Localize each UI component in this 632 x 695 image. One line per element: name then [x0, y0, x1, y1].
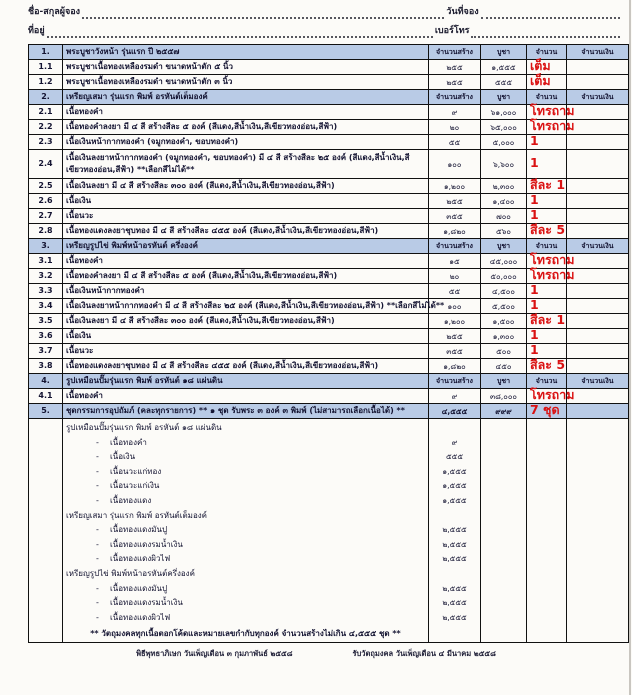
set-detail-made-value: ๒,๕๕๕ [442, 525, 467, 535]
item-number: 3.6 [29, 329, 63, 344]
handwritten-annotation: สีละ 5 [530, 222, 566, 238]
item-description: เนื้อนวะ [63, 344, 429, 359]
item-price: ๕๖๐ [481, 224, 527, 239]
handwritten-annotation: 1 [530, 133, 539, 149]
item-row [29, 150, 629, 179]
item-made-count: ๑๐๐ [429, 299, 481, 314]
item-qty-annotation-cell [527, 359, 567, 374]
item-amount-cell [567, 60, 629, 75]
phone-label: เบอร์โทร [434, 26, 470, 36]
set-detail-item-label: - เนื้อทองแดงมันปู [66, 523, 425, 538]
item-made-count: ๕๕ [429, 135, 481, 150]
item-price: ๕๕๕ [481, 75, 527, 90]
item-made-count: ๒๕๕ [429, 329, 481, 344]
item-price: ๑,๔๐๐ [481, 194, 527, 209]
section-made-value: ๔,๕๕๕ [429, 404, 481, 419]
address-fill-line [47, 23, 433, 38]
item-price: ๔๕,๐๐๐ [481, 254, 527, 269]
bullet-dash: - [96, 554, 99, 564]
handwritten-annotation: โทรถาม [530, 118, 575, 134]
handwritten-annotation: 1 [530, 282, 539, 298]
item-made-count: ๑๕ [429, 254, 481, 269]
col-header-amount: จำนวนเงิน [567, 90, 629, 105]
bullet-dash: - [96, 583, 99, 593]
handwritten-annotation: โทรถาม [530, 267, 575, 283]
item-price: ๖๕,๐๐๐ [481, 120, 527, 135]
handwritten-annotation: สีละ 1 [530, 177, 566, 193]
set-detail-row [29, 419, 629, 643]
item-description: เนื้อเงินลงยา มี ๔ สี สร้างสีละ ๓๐๐ องค์ (สีแดง,สีน้ำเงิน,สีเขียวทองอ่อน,สีฟ้า) [63, 314, 429, 329]
item-amount-cell [567, 179, 629, 194]
set-detail-footnote: ** วัตถุมงคลทุกเนื้อตอกโค้ดและหมายเลขกำกับทุกองค์ จำนวนสร้างไม่เกิน ๔,๕๕๕ ชุด ** [90, 629, 401, 639]
set-detail-item-label: - เนื้อทองแดงรมน้ำเงิน [66, 596, 425, 611]
item-made-count: ๙ [429, 389, 481, 404]
bullet-dash: - [96, 452, 99, 462]
col-header-amount: จำนวนเงิน [567, 239, 629, 254]
set-detail-index-cell [29, 419, 63, 643]
item-number: 3.1 [29, 254, 63, 269]
set-detail-price-cell [481, 419, 527, 643]
item-qty-annotation-cell [527, 150, 567, 179]
item-price: ๑,๓๐๐ [481, 329, 527, 344]
item-price: ๖,๖๐๐ [481, 150, 527, 179]
item-price: ๖๑,๐๐๐ [481, 105, 527, 120]
item-made-count: ๓๕๕ [429, 344, 481, 359]
set-detail-item-label: - เนื้อนวะแก่ทอง [66, 465, 425, 480]
handwritten-annotation: สีละ 1 [530, 312, 566, 328]
col-header-qty: จำนวน [527, 90, 567, 105]
col-header-made: จำนวนสร้าง [429, 374, 481, 389]
set-detail-made-value: ๒,๕๕๕ [442, 554, 467, 564]
item-row [29, 359, 629, 374]
item-made-count: ๓๕๕ [429, 209, 481, 224]
bullet-dash: - [96, 598, 99, 608]
col-header-price: บูชา [481, 45, 527, 60]
item-description: เนื้อทองคำลงยา มี ๔ สี สร้างสีละ ๕ องค์ (สีแดง,สีน้ำเงิน,สีเขียวทองอ่อน,สีฟ้า) [63, 269, 429, 284]
item-amount-cell [567, 150, 629, 179]
address-label: ที่อยู่ [28, 26, 45, 36]
set-detail-item-label: - เนื้อทองแดงผิวไฟ [66, 552, 425, 567]
set-detail-item-label: - เนื้อทองแดงรมน้ำเงิน [66, 538, 425, 553]
set-detail-made-value [432, 567, 477, 582]
name-label: ชื่อ-สกุลผู้จอง [28, 7, 81, 17]
date-fill-line [481, 4, 620, 19]
item-amount-cell [567, 284, 629, 299]
item-amount-cell [567, 359, 629, 374]
item-number: 2.2 [29, 120, 63, 135]
bullet-dash: - [96, 495, 99, 505]
item-number: 2.8 [29, 224, 63, 239]
item-made-count: ๒๕๕ [429, 75, 481, 90]
set-detail-item-label: - เนื้อทองคำ [66, 436, 425, 451]
item-amount-cell [567, 224, 629, 239]
bullet-dash: - [96, 539, 99, 549]
item-amount-cell [567, 105, 629, 120]
set-detail-item-label: - เนื้อทองแดงมันปู [66, 582, 425, 597]
item-price: ๓๘,๐๐๐ [481, 389, 527, 404]
col-header-made: จำนวนสร้าง [429, 239, 481, 254]
item-price: ๒,๓๐๐ [481, 179, 527, 194]
section-header-row [29, 404, 629, 419]
item-description: เนื้อทองคำ [63, 254, 429, 269]
item-number: 2.5 [29, 179, 63, 194]
handwritten-annotation: 1 [530, 297, 539, 313]
set-detail-group-title: เหรียญเสมา รุ่นแรก พิมพ์ อรหันต์เต็มองค์ [66, 510, 208, 520]
item-description: เนื้อเงิน [63, 329, 429, 344]
set-detail-item-label: - เนื้อนวะแก่เงิน [66, 479, 425, 494]
item-row [29, 75, 629, 90]
scan-edge-artifact [629, 0, 631, 695]
section-title: เหรียญเสมา รุ่นแรก พิมพ์ อรหันต์เต็มองค์ [63, 90, 429, 105]
set-detail-qty-cell [527, 419, 567, 643]
handwritten-annotation: 7 ชุด [530, 402, 560, 418]
item-row [29, 135, 629, 150]
item-description: พระบูชาเนื้อทองเหลืองรมดำ ขนาดหน้าตัก ๓ นิ้ว [63, 75, 429, 90]
item-number: 2.4 [29, 150, 63, 179]
section-number: 3. [29, 239, 63, 254]
section-number: 4. [29, 374, 63, 389]
item-description: เนื้อทองแดงลงยาชุบทอง มี ๔ สี สร้างสีละ ๔๕๕ องค์ (สีแดง,สีน้ำเงิน,สีเขียวทองอ่อน,สีฟ้า) [63, 359, 429, 374]
item-amount-cell [567, 269, 629, 284]
footer-notes [0, 648, 632, 660]
bullet-dash: - [96, 466, 99, 476]
item-number: 4.1 [29, 389, 63, 404]
item-description: เนื้อเงินลงยาหน้ากากทองคำ (จมูกทองคำ, ขอบทองคำ) มี ๔ สี สร้างสีละ ๒๕ องค์ (สีแดง,สีน้ำเงิน,สีเขียวทองอ่อน,สีฟ้า) **เลือกสีไม่ได้** [63, 150, 429, 179]
phone-fill-line [471, 23, 620, 38]
item-description: เนื้อทองคำ [63, 389, 429, 404]
item-amount-cell [567, 135, 629, 150]
item-amount-cell [567, 329, 629, 344]
set-detail-made-value [432, 421, 477, 436]
item-made-count: ๑,๘๒๐ [429, 224, 481, 239]
item-description: เนื้อทองคำ [63, 105, 429, 120]
name-fill-line [82, 4, 444, 19]
col-header-price: บูชา [481, 90, 527, 105]
item-description: เนื้อเงินลงยาหน้ากากทองคำ มี ๔ สี สร้างสีละ ๒๕ องค์ (สีแดง,สีน้ำเงิน,สีเขียวทองอ่อน,สีฟ้า) **เลือกสีไม่ได้** [63, 299, 429, 314]
handwritten-annotation: 1 [530, 207, 539, 223]
set-detail-made-value: ๑,๕๕๕ [442, 495, 467, 505]
item-amount-cell [567, 194, 629, 209]
section-qty-annotation-cell [527, 404, 567, 419]
set-detail-item-label: - เนื้อเงิน [66, 450, 425, 465]
item-qty-annotation-cell [527, 75, 567, 90]
handwritten-annotation: เต็ม [530, 58, 551, 74]
set-detail-made-value: ๒,๕๕๕ [442, 539, 467, 549]
item-price: ๕,๐๐๐ [481, 135, 527, 150]
footer-ceremony-date: พิธีพุทธาภิเษก วันเพ็ญเดือน ๓ กุมภาพันธ์ ๒๕๕๘ [136, 648, 293, 658]
item-number: 3.3 [29, 284, 63, 299]
set-detail-made-value: ๑,๕๕๕ [442, 481, 467, 491]
handwritten-annotation: โทรถาม [530, 387, 575, 403]
handwritten-annotation: เต็ม [530, 73, 551, 89]
bullet-dash: - [96, 437, 99, 447]
item-description: เนื้อเงินหน้ากากทองคำ [63, 284, 429, 299]
bullet-dash: - [96, 481, 99, 491]
date-label: วันที่จอง [446, 7, 479, 17]
set-detail-item-label: - เนื้อทองแดง [66, 494, 425, 509]
item-made-count: ๑,๒๐๐ [429, 179, 481, 194]
item-made-count: ๒๐ [429, 269, 481, 284]
item-made-count: ๑๐๐ [429, 150, 481, 179]
order-table [28, 44, 629, 643]
section-number: 1. [29, 45, 63, 60]
set-detail-group-title: รูปเหมือนปั๊มรุ่นแรก พิมพ์ อรหันต์ ๑๘ แผ่นดิน [66, 423, 222, 432]
item-qty-annotation-cell [527, 135, 567, 150]
item-description: พระบูชาเนื้อทองเหลืองรมดำ ขนาดหน้าตัก ๕ นิ้ว [63, 60, 429, 75]
col-header-qty: จำนวน [527, 45, 567, 60]
item-made-count: ๑,๘๒๐ [429, 359, 481, 374]
item-price: ๕๐๐ [481, 344, 527, 359]
item-number: 3.7 [29, 344, 63, 359]
item-price: ๑,๕๐๐ [481, 314, 527, 329]
set-detail-made-value: ๕๕๕ [445, 452, 464, 462]
item-price: ๔๕๐ [481, 359, 527, 374]
item-price: ๑,๕๕๕ [481, 60, 527, 75]
handwritten-annotation: โทรถาม [530, 252, 575, 268]
set-detail-item-label: - เนื้อทองแดงผิวไฟ [66, 611, 425, 626]
item-description: เนื้อทองคำลงยา มี ๔ สี สร้างสีละ ๕ องค์ (สีแดง,สีน้ำเงิน,สีเขียวทองอ่อน,สีฟ้า) [63, 120, 429, 135]
handwritten-annotation: โทรถาม [530, 103, 575, 119]
item-amount-cell [567, 299, 629, 314]
item-price: ๕๐,๐๐๐ [481, 269, 527, 284]
item-number: 2.6 [29, 194, 63, 209]
item-number: 1.1 [29, 60, 63, 75]
col-header-price: บูชา [481, 374, 527, 389]
set-detail-made-value: ๑,๕๕๕ [442, 466, 467, 476]
form-line-name [28, 0, 622, 19]
item-number: 1.2 [29, 75, 63, 90]
section-title: พระบูชาวังหน้า รุ่นแรก ปี ๒๕๕๗ [63, 45, 429, 60]
section-title: เหรียญรูปไข่ พิมพ์หน้าอรหันต์ ครึ่งองค์ [63, 239, 429, 254]
item-price: ๕,๕๐๐ [481, 299, 527, 314]
item-price: ๗๐๐ [481, 209, 527, 224]
set-detail-made-value: ๒,๕๕๕ [442, 612, 467, 622]
col-header-amount: จำนวนเงิน [567, 45, 629, 60]
set-detail-amount-cell [567, 419, 629, 643]
item-description: เนื้อเงินลงยา มี ๔ สี สร้างสีละ ๓๐๐ องค์ (สีแดง,สีน้ำเงิน,สีเขียวทองอ่อน,สีฟ้า) [63, 179, 429, 194]
item-number: 2.3 [29, 135, 63, 150]
item-price: ๔,๕๐๐ [481, 284, 527, 299]
handwritten-annotation: 1 [530, 342, 539, 358]
handwritten-annotation: สีละ 5 [530, 357, 566, 373]
item-row [29, 224, 629, 239]
section-title: รูปเหมือนปั๊มรุ่นแรก พิมพ์ อรหันต์ ๑๘ แผ่นดิน [63, 374, 429, 389]
item-made-count: ๕๕ [429, 284, 481, 299]
item-description: เนื้อทองแดงลงยาชุบทอง มี ๔ สี สร้างสีละ ๔๕๕ องค์ (สีแดง,สีน้ำเงิน,สีเขียวทองอ่อน,สีฟ้า) [63, 224, 429, 239]
handwritten-annotation: 1 [530, 192, 539, 208]
item-number: 2.7 [29, 209, 63, 224]
item-description: เนื้อนวะ [63, 209, 429, 224]
handwritten-annotation: 1 [530, 327, 539, 343]
item-made-count: ๒๕๕ [429, 194, 481, 209]
item-description: เนื้อเงินหน้ากากทองคำ (จมูกทองคำ, ขอบทองคำ) [63, 135, 429, 150]
set-detail-group-title: เหรียญรูปไข่ พิมพ์หน้าอรหันต์ครึ่งองค์ [66, 568, 195, 578]
set-detail-made-value: ๙ [451, 437, 458, 447]
set-detail-made-value: ๒,๕๕๕ [442, 598, 467, 608]
item-amount-cell [567, 209, 629, 224]
item-amount-cell [567, 389, 629, 404]
item-made-count: ๑,๒๐๐ [429, 314, 481, 329]
item-description: เนื้อเงิน [63, 194, 429, 209]
col-header-made: จำนวนสร้าง [429, 45, 481, 60]
col-header-price: บูชา [481, 239, 527, 254]
order-table-body [29, 45, 629, 643]
bullet-dash: - [96, 525, 99, 535]
section-title: ชุดกรรมการอุปถัมภ์ (คละทุกรายการ) ** ๑ ชุด รับพระ ๓ องค์ ๓ พิมพ์ (ไม่สามารถเลือกเนื้อได้) ** [63, 404, 429, 419]
item-made-count: ๒๐ [429, 120, 481, 135]
item-amount-cell [567, 75, 629, 90]
item-amount-cell [567, 120, 629, 135]
bullet-dash: - [96, 612, 99, 622]
col-header-made: จำนวนสร้าง [429, 90, 481, 105]
col-header-amount: จำนวนเงิน [567, 374, 629, 389]
set-detail-description-cell [63, 419, 429, 643]
set-detail-made-cell [429, 419, 481, 643]
item-amount-cell [567, 344, 629, 359]
item-amount-cell [567, 314, 629, 329]
section-number: 5. [29, 404, 63, 419]
set-detail-made-value [432, 509, 477, 524]
item-amount-cell [567, 254, 629, 269]
section-number: 2. [29, 90, 63, 105]
item-made-count: ๒๕๕ [429, 60, 481, 75]
item-qty-annotation-cell [527, 224, 567, 239]
item-number: 2.1 [29, 105, 63, 120]
form-line-address [28, 19, 622, 38]
col-header-qty: จำนวน [527, 239, 567, 254]
item-made-count: ๙ [429, 105, 481, 120]
col-header-qty: จำนวน [527, 374, 567, 389]
set-detail-made-value: ๒,๕๕๕ [442, 583, 467, 593]
item-number: 3.4 [29, 299, 63, 314]
section-price-value: ๙๙๙ [481, 404, 527, 419]
item-number: 3.8 [29, 359, 63, 374]
handwritten-annotation: 1 [530, 155, 539, 171]
section-amount-cell [567, 404, 629, 419]
item-number: 3.5 [29, 314, 63, 329]
footer-pickup-date: รับวัตถุมงคล วันเพ็ญเดือน ๔ มีนาคม ๒๕๕๘ [352, 648, 496, 658]
item-number: 3.2 [29, 269, 63, 284]
